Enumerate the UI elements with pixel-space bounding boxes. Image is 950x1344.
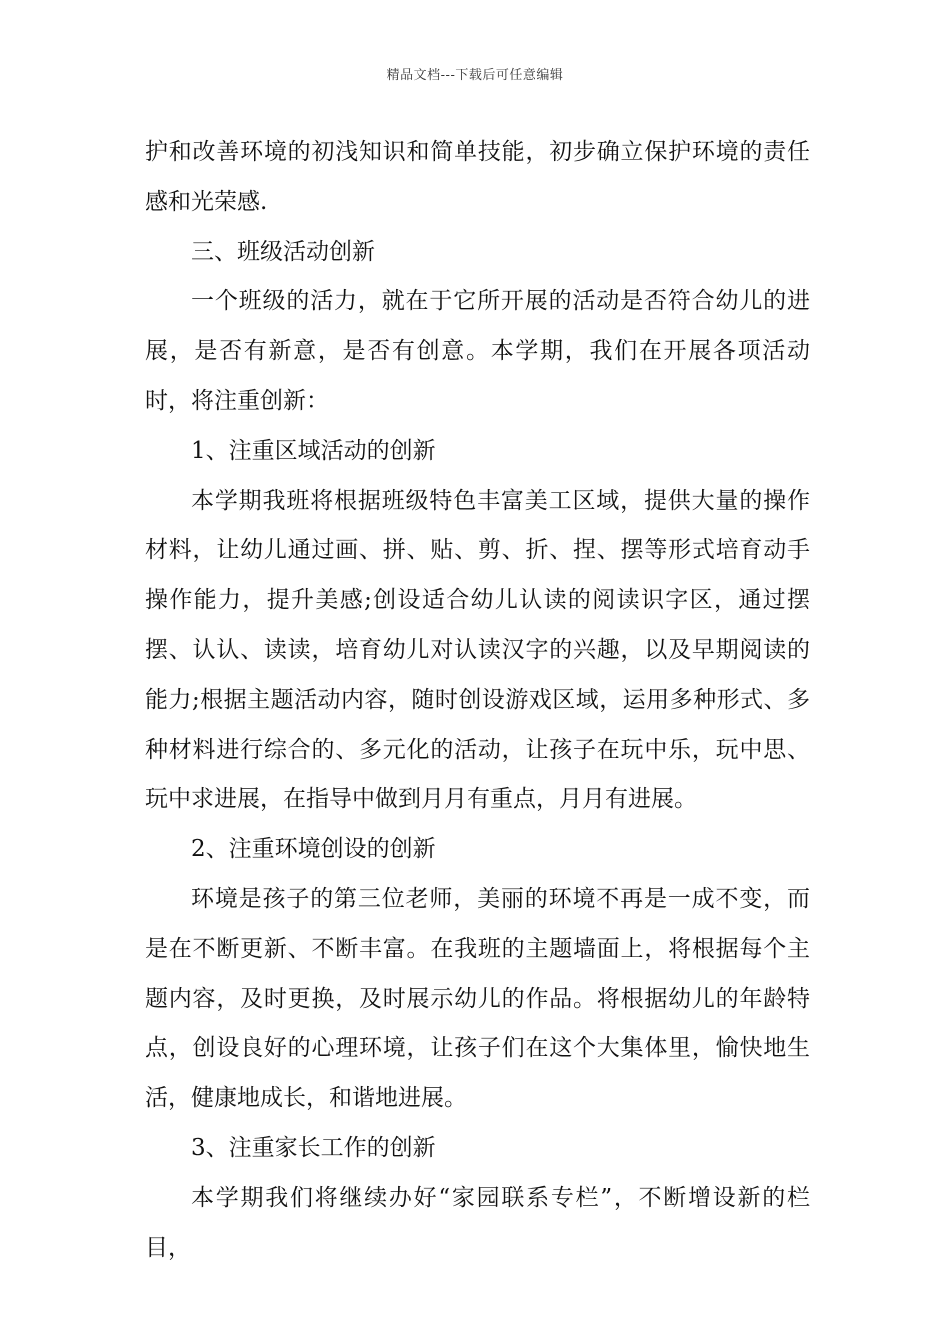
subheading-1: 1、注重区域活动的创新 [191, 437, 436, 464]
paragraph-5: 本学期我们将继续办好“家园联系专栏”，不断增设新的栏目， [145, 1184, 810, 1261]
paragraph-1: 护和改善环境的初浅知识和简单技能，初步确立保护环境的责任感和光荣感. [145, 139, 810, 215]
paragraph-3: 本学期我班将根据班级特色丰富美工区域，提供大量的操作材料，让幼儿通过画、拼、贴、剪、折、捏、摆等形式培育动手操作能力，提升美感;创设适合幼儿认读的阅读识字区，通过摆摆、认认、读读，培育幼儿对认读汉字的兴趣，以及早期阅读的能力;根据主题活动内容，随时创设游戏区域，运用多种形式、多种材料进行综合的、多元化的活动，让孩子在玩中乐，玩中思、玩中求进展，在指导中做到月月有重点，月月有进展。 [145, 487, 810, 813]
subheading-3: 3、注重家长工作的创新 [191, 1134, 436, 1161]
subheading-2: 2、注重环境创设的创新 [191, 836, 436, 863]
page-header: 精品文档---下载后可任意编辑 [386, 68, 564, 83]
document-body [145, 128, 810, 1273]
section-heading-3: 三、班级活动创新 [191, 238, 375, 265]
paragraph-2: 一个班级的活力，就在于它所开展的活动是否符合幼儿的进展，是否有新意，是否有创意。本学期，我们在开展各项活动时，将注重创新： [145, 288, 810, 414]
paragraph-4: 环境是孩子的第三位老师，美丽的环境不再是一成不变，而是在不断更新、不断丰富。在我班的主题墙面上，将根据每个主题内容，及时更换，及时展示幼儿的作品。将根据幼儿的年龄特点，创设良好的心理环境，让孩子们在这个大集体里，愉快地生活，健康地成长，和谐地进展。 [145, 885, 810, 1112]
